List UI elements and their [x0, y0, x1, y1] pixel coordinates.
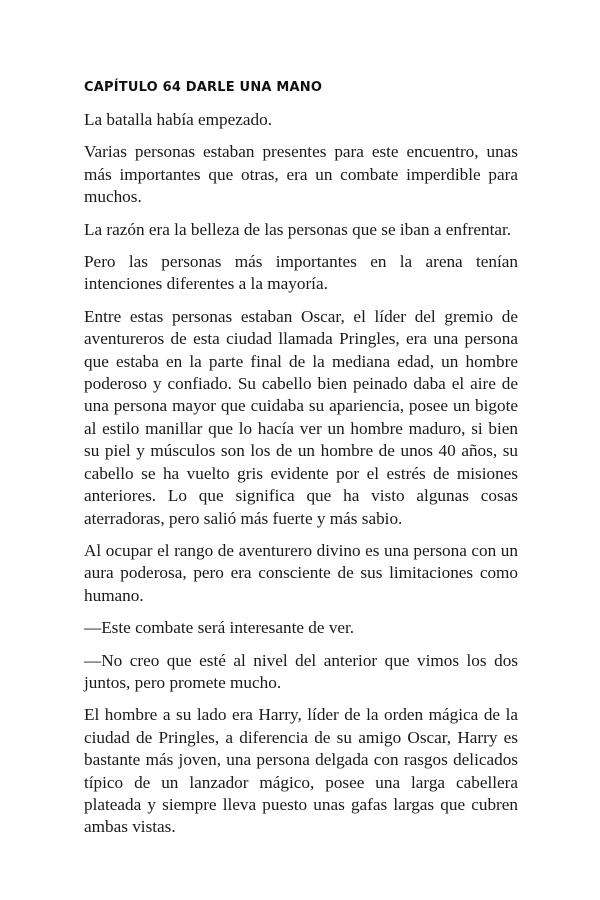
paragraph: El hombre a su lado era Harry, líder de la orden mágica de la ciudad de Pringles, a diferencia de su amigo Oscar, Harry es bastante más joven, una persona delgada con rasgos delicados típico de un lanzador mágico, posee una larga cabellera plateada y siempre lleva puesto unas gafas largas que cubren ambas vistas. — [84, 705, 518, 837]
paragraph: Varias personas estaban presentes para este encuentro, unas más importantes que otras, era un combate imperdible para muchos. — [84, 142, 518, 207]
book-page — [84, 80, 518, 849]
paragraph: La batalla había empezado. — [84, 110, 273, 129]
paragraph: Al ocupar el rango de aventurero divino es una persona con un aura poderosa, pero era consciente de sus limitaciones como humano. — [84, 540, 518, 605]
paragraph: Pero las personas más importantes en la arena tenían intenciones diferentes a la mayoría. — [84, 252, 518, 294]
paragraph: La razón era la belleza de las personas que se iban a enfrentar. — [84, 219, 512, 239]
paragraph: Entre estas personas estaban Oscar, el líder del gremio de aventureros de esta ciudad llamada Pringles, era una persona que estaba en la parte final de la mediana edad, un hombre poderoso y confiado. Su cabello bien peinado daba el aire de una persona mayor que cuidaba su apariencia, posee un bigote al estilo manillar que lo hacía ver un hombre maduro, si bien su piel y músculos son los de un hombre de unos 40 años, su cabello se ha vuelto gris evidente por el estrés de misiones anteriores. Lo que significa que ha visto algunas cosas aterradoras, pero salió más fuerte y más sabio. — [84, 306, 518, 528]
chapter-title: CAPÍTULO 64 DARLE UNA MANO — [84, 80, 323, 95]
dialogue-line: —No creo que esté al nivel del anterior que vimos los dos juntos, pero promete mucho. — [84, 650, 518, 692]
dialogue-line: —Este combate será interesante de ver. — [84, 618, 355, 638]
